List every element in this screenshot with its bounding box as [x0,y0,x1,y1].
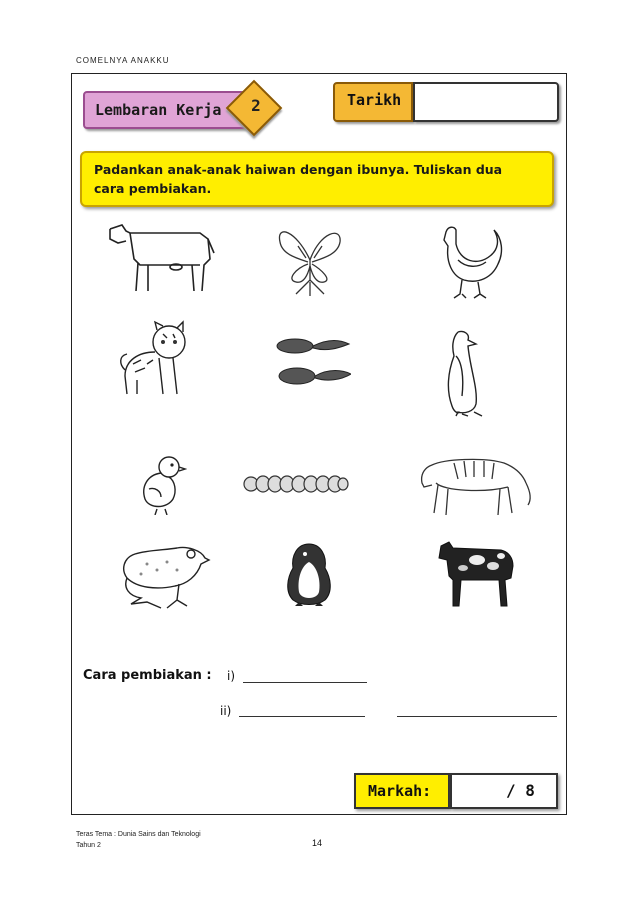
answer-item-1-label: i) [227,669,236,683]
marks-label-box [354,773,450,809]
tiger-icon[interactable] [404,443,535,531]
answer-1-line[interactable] [243,682,367,683]
worksheet-label-box [83,91,247,129]
date-label: Tarikh [347,91,402,109]
penguin-chick-icon[interactable] [277,540,341,608]
page-number: 14 [312,838,323,848]
answer-2-line[interactable] [239,716,365,717]
calf-icon[interactable] [427,540,517,610]
date-label-box [333,82,413,122]
reproduction-label: Cara pembiakan : [83,668,212,683]
marks-value: / 8 [506,781,535,800]
marks-label: Markah: [368,782,432,800]
worksheet-number: 2 [251,96,261,115]
instruction-text: Padankan anak-anak haiwan dengan ibunya. Tuliskan dua cara pembiakan. [94,162,503,196]
footer [76,829,201,851]
caterpillar-icon[interactable] [243,470,349,498]
worksheet-label: Lembaran Kerja [95,101,222,119]
instruction-box [80,151,554,207]
hen-icon[interactable] [438,222,504,302]
penguin-icon[interactable] [434,328,496,420]
tadpole-icon[interactable] [273,332,351,390]
answer-3-line[interactable] [397,716,557,717]
cow-icon[interactable] [104,219,216,295]
footer-year: Tahun 2 [76,842,101,849]
date-field[interactable] [413,82,559,122]
chick-icon[interactable] [137,453,187,515]
butterfly-icon[interactable] [266,220,354,298]
book-title: COMELNYA ANAKKU [76,56,170,65]
frog-icon[interactable] [117,540,213,612]
answer-item-2-label: ii) [220,704,232,718]
marks-box [450,773,558,809]
tiger-cub-icon[interactable] [117,320,197,398]
footer-theme: Teras Tema : Dunia Sains dan Teknologi [76,831,201,838]
